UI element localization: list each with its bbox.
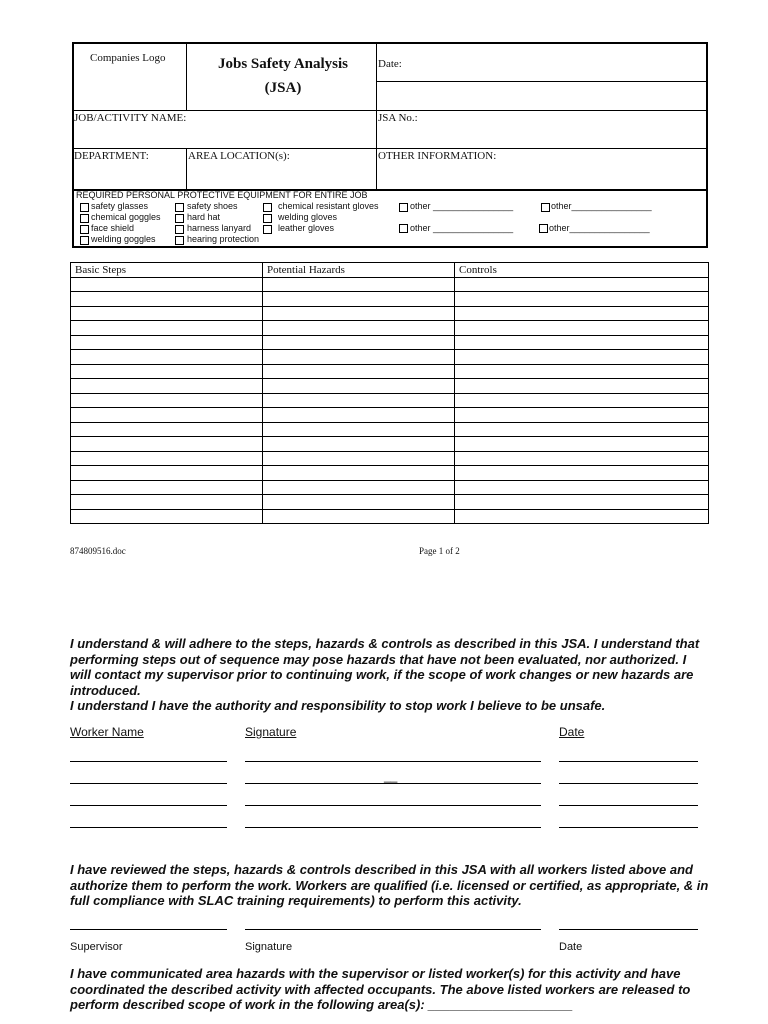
worker-signature-line[interactable]	[245, 783, 541, 784]
potential-hazard-cell[interactable]	[263, 306, 455, 321]
checkbox-other-3[interactable]	[399, 224, 408, 233]
control-cell[interactable]	[455, 466, 709, 481]
supervisor-signature-label: Signature	[245, 941, 293, 953]
table-row	[71, 321, 709, 336]
checkbox-welding-goggles[interactable]	[80, 236, 89, 245]
worker-date-line[interactable]	[559, 761, 698, 762]
supervisor-date-line[interactable]	[559, 929, 698, 930]
ppe-title: REQUIRED PERSONAL PROTECTIVE EQUIPMENT FOR ENTIRE JOB	[76, 190, 368, 200]
table-row	[71, 422, 709, 437]
worker-date-line[interactable]	[559, 783, 698, 784]
control-cell[interactable]	[455, 422, 709, 437]
control-cell[interactable]	[455, 364, 709, 379]
area-hazard-communication-text: I have communicated area hazards with the supervisor or listed worker(s) for this activity and have coordinated the described activity with affected occupants. The above listed workers are released to perform described scope of work in the following area(s): ____________________	[70, 966, 691, 1012]
potential-hazard-cell[interactable]	[263, 451, 455, 466]
ppe-label: leather gloves	[278, 223, 335, 233]
basic-step-cell[interactable]	[71, 393, 263, 408]
jsa-header-box	[72, 42, 708, 191]
basic-step-cell[interactable]	[71, 321, 263, 336]
checkbox-other-1[interactable]	[399, 203, 408, 212]
table-row	[71, 350, 709, 365]
checkbox-hearing-protection[interactable]	[175, 236, 184, 245]
table-row	[71, 495, 709, 510]
table-row	[71, 451, 709, 466]
table-row	[71, 408, 709, 423]
control-cell[interactable]	[455, 408, 709, 423]
checkbox-safety-shoes[interactable]	[175, 203, 184, 212]
checkbox-chemical-resistant-gloves[interactable]	[263, 203, 272, 212]
potential-hazard-cell[interactable]	[263, 408, 455, 423]
potential-hazard-cell[interactable]	[263, 350, 455, 365]
control-cell[interactable]	[455, 321, 709, 336]
ppe-label: safety shoes	[187, 201, 238, 211]
table-row	[71, 466, 709, 481]
jsa-number-label: JSA No.:	[378, 112, 418, 124]
basic-step-cell[interactable]	[71, 350, 263, 365]
worker-signature-line[interactable]	[245, 827, 541, 828]
header-divider	[186, 44, 187, 110]
basic-step-cell[interactable]	[71, 292, 263, 307]
basic-step-cell[interactable]	[71, 364, 263, 379]
ppe-label: face shield	[91, 223, 135, 233]
worker-name-column-header: Worker Name	[70, 725, 144, 739]
worker-name-line[interactable]	[70, 827, 227, 828]
basic-step-cell[interactable]	[71, 306, 263, 321]
basic-step-cell[interactable]	[71, 277, 263, 292]
column-header-basic-steps: Basic Steps	[71, 263, 263, 278]
table-row	[71, 277, 709, 292]
worker-date-line[interactable]	[559, 827, 698, 828]
table-row	[71, 393, 709, 408]
ppe-other-field[interactable]: other________________	[549, 223, 650, 233]
potential-hazard-cell[interactable]	[263, 437, 455, 452]
worker-acknowledgement-text	[70, 636, 710, 714]
ppe-other-field[interactable]: other ________________	[410, 223, 514, 233]
ppe-other-field[interactable]: other ________________	[410, 201, 514, 211]
column-header-controls: Controls	[455, 263, 709, 278]
table-row	[71, 379, 709, 394]
basic-step-cell[interactable]	[71, 509, 263, 524]
supervisor-signature-line[interactable]	[245, 929, 541, 930]
control-cell[interactable]	[455, 350, 709, 365]
checkbox-safety-glasses[interactable]	[80, 203, 89, 212]
potential-hazard-cell[interactable]	[263, 292, 455, 307]
table-header-row	[71, 263, 709, 278]
table-row	[71, 364, 709, 379]
document-filename: 874809516.doc	[70, 546, 126, 556]
worker-name-line[interactable]	[70, 805, 227, 806]
date-column-header: Date	[559, 725, 585, 739]
potential-hazard-cell[interactable]	[263, 495, 455, 510]
signature-column-header: Signature	[245, 725, 297, 739]
table-row	[71, 509, 709, 524]
basic-step-cell[interactable]	[71, 437, 263, 452]
control-cell[interactable]	[455, 495, 709, 510]
table-row	[71, 480, 709, 495]
department-label: DEPARTMENT:	[74, 150, 149, 162]
checkbox-hard-hat[interactable]	[175, 214, 184, 223]
table-row	[71, 437, 709, 452]
other-information-label: OTHER INFORMATION:	[378, 150, 497, 162]
checkbox-leather-gloves[interactable]	[263, 225, 272, 234]
control-cell[interactable]	[455, 451, 709, 466]
form-title-line1: Jobs Safety Analysis	[217, 56, 349, 72]
potential-hazard-cell[interactable]	[263, 277, 455, 292]
control-cell[interactable]	[455, 292, 709, 307]
basic-step-cell[interactable]	[71, 422, 263, 437]
ppe-label: hearing protection	[187, 234, 260, 244]
potential-hazard-cell[interactable]	[263, 422, 455, 437]
checkbox-other-4[interactable]	[539, 224, 548, 233]
checkbox-other-2[interactable]	[541, 203, 550, 212]
stray-underscore-mark: __	[384, 769, 398, 783]
header-divider	[74, 110, 708, 111]
control-cell[interactable]	[455, 335, 709, 350]
basic-step-cell[interactable]	[71, 379, 263, 394]
worker-name-line[interactable]	[70, 761, 227, 762]
checkbox-harness-lanyard[interactable]	[175, 225, 184, 234]
basic-step-cell[interactable]	[71, 408, 263, 423]
header-divider	[186, 148, 187, 191]
potential-hazard-cell[interactable]	[263, 364, 455, 379]
control-cell[interactable]	[455, 480, 709, 495]
table-row	[71, 335, 709, 350]
ppe-label: welding gloves	[278, 212, 338, 222]
checkbox-chemical-goggles[interactable]	[80, 214, 89, 223]
potential-hazard-cell[interactable]	[263, 393, 455, 408]
basic-step-cell[interactable]	[71, 495, 263, 510]
basic-step-cell[interactable]	[71, 335, 263, 350]
form-title-line2: (JSA)	[264, 80, 302, 96]
supervisor-date-label: Date	[559, 941, 583, 953]
ppe-label: chemical goggles	[91, 212, 161, 222]
basic-step-cell[interactable]	[71, 480, 263, 495]
supervisor-name-line[interactable]	[70, 929, 227, 930]
page-number: Page 1 of 2	[419, 546, 460, 556]
acknowledgement-paragraph: I understand & will adhere to the steps, hazards & controls as described in this JSA. I understand that performing steps out of sequence may pose hazards that have not been evaluated, nor authorized. I will contact my supervisor prior to continuing work, if the scope of work changes or new hazards are introduced.	[70, 636, 700, 698]
supervisor-authorization-text: I have reviewed the steps, hazards & controls described in this JSA with all workers listed above and authorize them to perform the work. Workers are qualified (i.e. licensed or certified, as appropriate, & in full compliance with SLAC training requirements) to perform this activity.	[70, 862, 709, 908]
supervisor-label: Supervisor	[70, 941, 123, 953]
control-cell[interactable]	[455, 379, 709, 394]
worker-signature-line[interactable]	[245, 805, 541, 806]
potential-hazard-cell[interactable]	[263, 480, 455, 495]
ppe-label: chemical resistant gloves	[278, 201, 379, 211]
potential-hazard-cell[interactable]	[263, 335, 455, 350]
ppe-label: hard hat	[187, 212, 221, 222]
area-location-label: AREA LOCATION(s):	[188, 150, 290, 162]
control-cell[interactable]	[455, 306, 709, 321]
checkbox-welding-gloves[interactable]	[263, 214, 272, 223]
company-logo-placeholder: Companies Logo	[90, 52, 166, 64]
basic-step-cell[interactable]	[71, 466, 263, 481]
steps-table	[70, 262, 709, 524]
control-cell[interactable]	[455, 277, 709, 292]
basic-step-cell[interactable]	[71, 451, 263, 466]
header-divider	[376, 81, 708, 82]
header-divider	[74, 148, 708, 149]
control-cell[interactable]	[455, 393, 709, 408]
control-cell[interactable]	[455, 509, 709, 524]
worker-signature-line[interactable]	[245, 761, 541, 762]
potential-hazard-cell[interactable]	[263, 466, 455, 481]
ppe-label: welding goggles	[91, 234, 156, 244]
ppe-section	[72, 190, 708, 248]
ppe-other-field[interactable]: other________________	[551, 201, 652, 211]
table-row	[71, 306, 709, 321]
potential-hazard-cell[interactable]	[263, 379, 455, 394]
worker-date-line[interactable]	[559, 805, 698, 806]
job-activity-label: JOB/ACTIVITY NAME:	[74, 112, 187, 124]
date-label: Date:	[378, 58, 402, 70]
stop-work-authority-statement: I understand I have the authority and responsibility to stop work I believe to be unsafe.	[70, 698, 606, 713]
potential-hazard-cell[interactable]	[263, 321, 455, 336]
form-title	[188, 52, 378, 100]
steps-table-body	[71, 277, 709, 524]
checkbox-face-shield[interactable]	[80, 225, 89, 234]
control-cell[interactable]	[455, 437, 709, 452]
column-header-potential-hazards: Potential Hazards	[263, 263, 455, 278]
ppe-label: safety glasses	[91, 201, 149, 211]
potential-hazard-cell[interactable]	[263, 509, 455, 524]
worker-name-line[interactable]	[70, 783, 227, 784]
table-row	[71, 292, 709, 307]
ppe-label: harness lanyard	[187, 223, 252, 233]
